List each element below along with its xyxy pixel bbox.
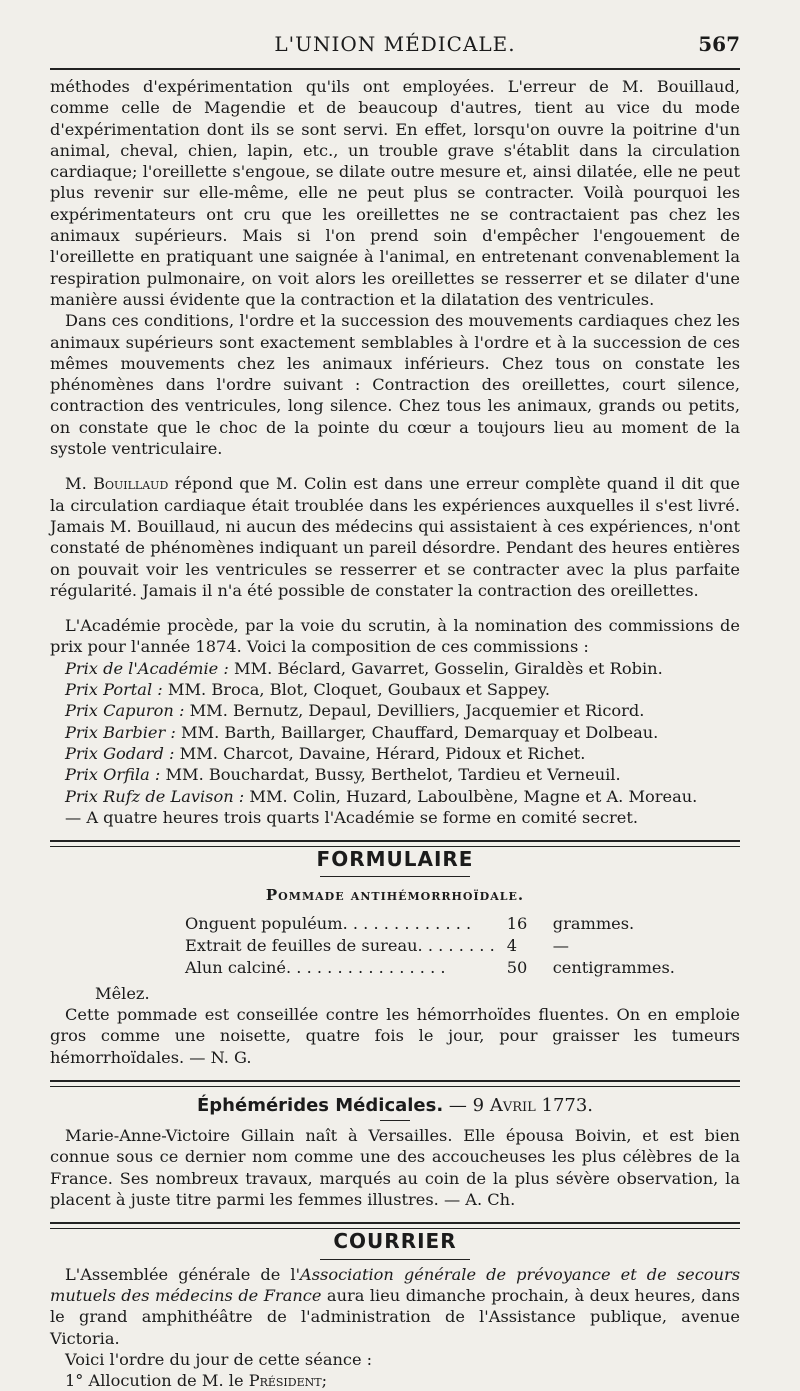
- agenda-intro: Voici l'ordre du jour de cette séance :: [65, 1349, 373, 1369]
- courrier-rule: [320, 1259, 470, 1260]
- ephemerides-date: — 9 Avril 1773.: [443, 1094, 594, 1116]
- subtitle-rule: [320, 876, 470, 877]
- article-body: [50, 76, 740, 1391]
- president-label: Président: [248, 1371, 322, 1391]
- prize-members: MM. Broca, Blot, Cloquet, Goubaux et Sappey.: [162, 680, 551, 700]
- journal-title: L'UNION MÉDICALE.: [274, 32, 516, 56]
- section-divider: [50, 840, 740, 847]
- melez-line: Mêlez.: [95, 983, 150, 1003]
- prize-name: Prix Capuron :: [65, 701, 185, 721]
- prize-list: [50, 658, 740, 807]
- paragraph-experimentation: méthodes d'expérimentation qu'ils ont employées. L'erreur de M. Bouillaud, comme celle de Magendie et de beaucoup d'autres, tient au vice du mode d'expérimentation dont ils se sont servi. En effet, lorsqu'on ouvre la poitrine d'un animal, cheval, chien, lapin, etc., un trouble grave s'établit dans la circulation cardiaque; l'oreillette s'engoue, se dilate outre mesure et, ainsi dilatée, elle ne peut plus revenir sur elle-même, elle ne peut plus se contracter. Voilà pourquoi les expérimentateurs ont cru que les oreillettes ne se contractaient pas chez les animaux supérieurs. Mais si l'on prend soin d'empêcher l'engouement de l'oreillette en pratiquant une saignée à l'animal, en entretenant convenablement la respiration pulmonaire, on voit alors les oreillettes se resserrer et se dilater d'une manière aussi évidente que la contraction et la dilatation des ventricules.: [50, 77, 740, 309]
- page-number: 567: [698, 32, 740, 56]
- prize-name: Prix Portal :: [65, 680, 163, 700]
- prize-members: MM. Bouchardat, Bussy, Berthelot, Tardieu et Verneuil.: [160, 765, 621, 785]
- formula-subtitle: Pommade antihémorrhoïdale.: [265, 886, 525, 905]
- speaker-name: M. Bouillaud: [65, 474, 169, 494]
- section-divider: [50, 1080, 740, 1087]
- ingredient-name: Extrait de feuilles de sureau. . . . . . . .: [185, 935, 495, 955]
- ingredient-unit: —: [552, 935, 569, 955]
- paragraph-commissions: L'Académie procède, par la voie du scrutin, à la nomination des commissions de prix pour l'année 1874. Voici la composition de ces commissions :: [50, 616, 740, 657]
- ingredient-amount: 50: [506, 957, 528, 977]
- ingredient-unit: centigrammes.: [552, 957, 675, 977]
- formula-table: [185, 913, 675, 979]
- ingredient-name: Alun calciné. . . . . . . . . . . . . . . .: [185, 957, 446, 977]
- agenda-item-start: 1° Allocution de M. le: [65, 1371, 249, 1391]
- ingredient-name: Onguent populéum. . . . . . . . . . . . .: [185, 913, 472, 933]
- prize-name: Prix Rufz de Lavison :: [65, 786, 245, 806]
- prize-name: Prix Barbier :: [65, 722, 176, 742]
- prize-item: [50, 764, 740, 785]
- prize-item: [50, 658, 740, 679]
- courrier-title: COURRIER: [333, 1229, 457, 1254]
- prize-members: MM. Barth, Baillarger, Chauffard, Demarquay et Dolbeau.: [175, 722, 659, 742]
- association-name: Association générale de prévoyance et de secours mutuels des médecins de France: [50, 1264, 741, 1305]
- ingredient-amount: 16: [506, 913, 528, 933]
- paragraph-conditions: Dans ces conditions, l'ordre et la succession des mouvements cardiaques chez les animaux supérieurs sont exactement semblables à l'ordre et à la succession de ces mêmes mouvements chez les animaux inférieurs. Chez tous on constate les phénomènes dans l'ordre suivant : Contraction des oreillettes, court silence, contraction des ventricules, long silence. Chez tous les animaux, grands ou petits, on constate que le choc de la pointe du cœur a toujours lieu au moment de la systole ventriculaire.: [50, 311, 740, 459]
- ingredient-unit: grammes.: [552, 913, 635, 933]
- prize-item: [50, 679, 740, 700]
- prize-members: MM. Colin, Huzard, Laboulbène, Magne et A. Moreau.: [244, 786, 698, 806]
- prize-name: Prix Orfila :: [65, 765, 161, 785]
- ingredient-row: [185, 957, 675, 979]
- formulaire-title: FORMULAIRE: [316, 847, 474, 872]
- page-header: [50, 32, 740, 64]
- closing-line: — A quatre heures trois quarts l'Académie se forme en comité secret.: [65, 807, 638, 827]
- prize-name: Prix de l'Académie :: [65, 658, 229, 678]
- section-divider: [50, 1222, 740, 1229]
- prize-members: MM. Béclard, Gavarret, Gosselin, Giraldès et Robin.: [228, 658, 663, 678]
- prize-item: [50, 743, 740, 764]
- prize-members: MM. Bernutz, Depaul, Devilliers, Jacquemier et Ricord.: [184, 701, 645, 721]
- ephemerides-heading: [50, 1095, 740, 1116]
- paragraph-bouillaud: [50, 473, 740, 601]
- prize-item: [50, 786, 740, 807]
- ingredient-amount: 4: [506, 935, 518, 955]
- ephemerides-title: Éphémérides Médicales.: [196, 1094, 444, 1116]
- courrier-paragraph: [50, 1264, 740, 1349]
- header-rule: [50, 68, 740, 70]
- prize-members: MM. Charcot, Davaine, Hérard, Pidoux et Richet.: [174, 743, 586, 763]
- paragraph-bouillaud-text: répond que M. Colin est dans une erreur complète quand il dit que la circulation cardiaque était troublée dans les expériences auxquelles il s'est livré. Jamais M. Bouillaud, ni aucun des médecins qui assistaient à ces expériences, n'ont constaté de phénomènes indiquant un pareil désordre. Pendant des heures entières on pouvait voir les ventricules se resserrer et se contracter avec la plus parfaite régularité. Jamais il n'a été possible de constater la contraction des oreillettes.: [50, 474, 740, 600]
- ephemerides-text: Marie-Anne-Victoire Gillain naît à Versailles. Elle épousa Boivin, et est bien connue sous ce dernier nom comme une des accoucheuses les plus célèbres de la France. Ses nombreux travaux, marqués au coin de la plus sévère observation, la placent à juste titre parmi les femmes illustres. — A. Ch.: [50, 1126, 740, 1210]
- ingredient-row: [185, 913, 675, 935]
- agenda-item-end: ;: [321, 1371, 328, 1391]
- ingredient-row: [185, 935, 675, 957]
- ephemerides-rule: [380, 1120, 410, 1121]
- courrier-text-end: aura lieu dimanche prochain, à deux heures, dans le grand amphithéâtre de l'administration de l'Assistance publique, avenue Victoria.: [50, 1285, 740, 1348]
- agenda-item: [50, 1370, 740, 1391]
- courrier-text-start: L'Assemblée générale de l': [65, 1264, 301, 1284]
- prize-item: [50, 722, 740, 743]
- prize-name: Prix Godard :: [65, 743, 175, 763]
- prize-item: [50, 700, 740, 721]
- formula-note: Cette pommade est conseillée contre les hémorrhoïdes fluentes. On en emploie gros comme une noisette, quatre fois le jour, pour graisser les tumeurs hémorrhoïdales. — N. G.: [50, 1004, 740, 1067]
